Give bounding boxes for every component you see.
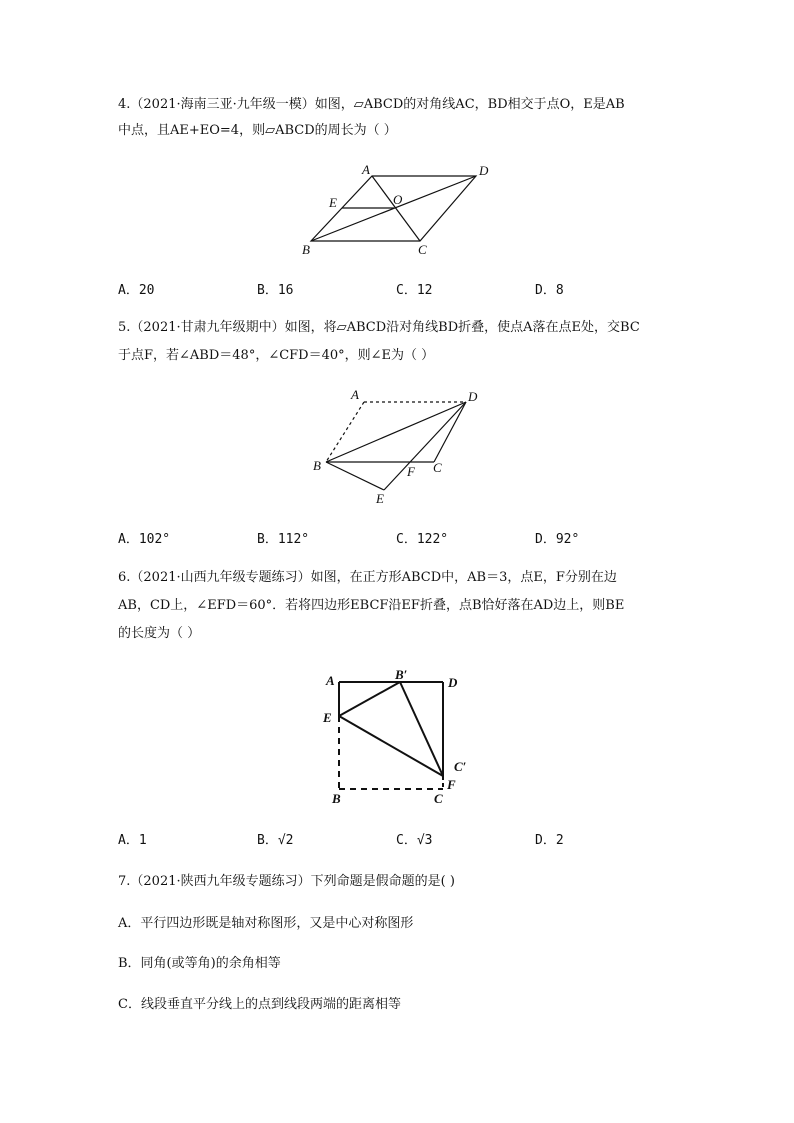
- q6-label-e: E: [323, 710, 332, 725]
- q5-option-c[interactable]: C．122°: [396, 532, 449, 547]
- q6-label-a: A: [326, 673, 335, 688]
- q6-label-b: B: [332, 791, 341, 806]
- q5-stem-line1: 5.（2021·甘肃九年级期中）如图，将▱ABCD沿对角线BD折叠，使点A落在点E处，交BC: [118, 320, 640, 335]
- q5-option-a[interactable]: A．102°: [118, 532, 171, 547]
- q5-option-d[interactable]: D．92°: [535, 532, 580, 547]
- q7-option-c[interactable]: C．线段垂直平分线上的点到线段两端的距离相等: [118, 997, 401, 1012]
- q7-stem: 7.（2021·陕西九年级专题练习）下列命题是假命题的是( ): [118, 874, 455, 889]
- q6-label-c: C: [434, 791, 443, 806]
- q6-option-b[interactable]: B．√2: [257, 833, 294, 848]
- q6-label-b-prime: B′: [395, 667, 408, 682]
- q7-option-b[interactable]: B．同角(或等角)的余角相等: [118, 956, 281, 971]
- q6-stem-line3: 的长度为（ ）: [118, 626, 201, 641]
- q5-label-a: A: [351, 387, 359, 402]
- q5-stem-line2: 于点F，若∠ABD＝48°，∠CFD＝40°，则∠E为（ ）: [118, 348, 435, 363]
- q5-label-b: B: [313, 458, 321, 473]
- q4-label-d: D: [479, 163, 489, 178]
- q4-stem-line1: 4.（2021·海南三亚·九年级一模）如图，▱ABCD的对角线AC，BD相交于点O，E是AB: [118, 97, 625, 112]
- q5-label-f: F: [407, 464, 415, 479]
- q6-option-c[interactable]: C．√3: [396, 833, 433, 848]
- q4-option-c[interactable]: C．12: [396, 283, 433, 298]
- q6-label-c-prime: C′: [454, 759, 467, 774]
- q4-option-b[interactable]: B．16: [257, 283, 294, 298]
- q7-option-a[interactable]: A．平行四边形既是轴对称图形，又是中心对称图形: [118, 916, 414, 931]
- q5-option-b[interactable]: B．112°: [257, 532, 310, 547]
- q6-option-a[interactable]: A．1: [118, 833, 147, 848]
- q5-label-d: D: [468, 389, 478, 404]
- q6-stem-line1: 6.（2021·山西九年级专题练习）如图，在正方形ABCD中，AB＝3，点E，F分别在边: [118, 570, 617, 585]
- q5-label-e: E: [376, 491, 384, 506]
- q4-stem-line2: 中点，且AE+EO=4，则▱ABCD的周长为（ ）: [118, 123, 397, 138]
- q4-label-o: O: [393, 192, 403, 207]
- q5-label-c: C: [433, 460, 442, 475]
- q4-option-d[interactable]: D．8: [535, 283, 564, 298]
- q6-label-f: F: [447, 777, 456, 792]
- q4-label-e: E: [329, 195, 337, 210]
- q6-option-d[interactable]: D．2: [535, 833, 564, 848]
- q4-option-a[interactable]: A．20: [118, 283, 155, 298]
- q4-label-b: B: [302, 242, 310, 257]
- q4-label-c: C: [418, 242, 427, 257]
- q6-label-d: D: [448, 675, 458, 690]
- q4-label-a: A: [362, 162, 370, 177]
- q6-stem-line2: AB，CD上，∠EFD＝60°．若将四边形EBCF沿EF折叠，点B恰好落在AD边上，则BE: [118, 598, 625, 613]
